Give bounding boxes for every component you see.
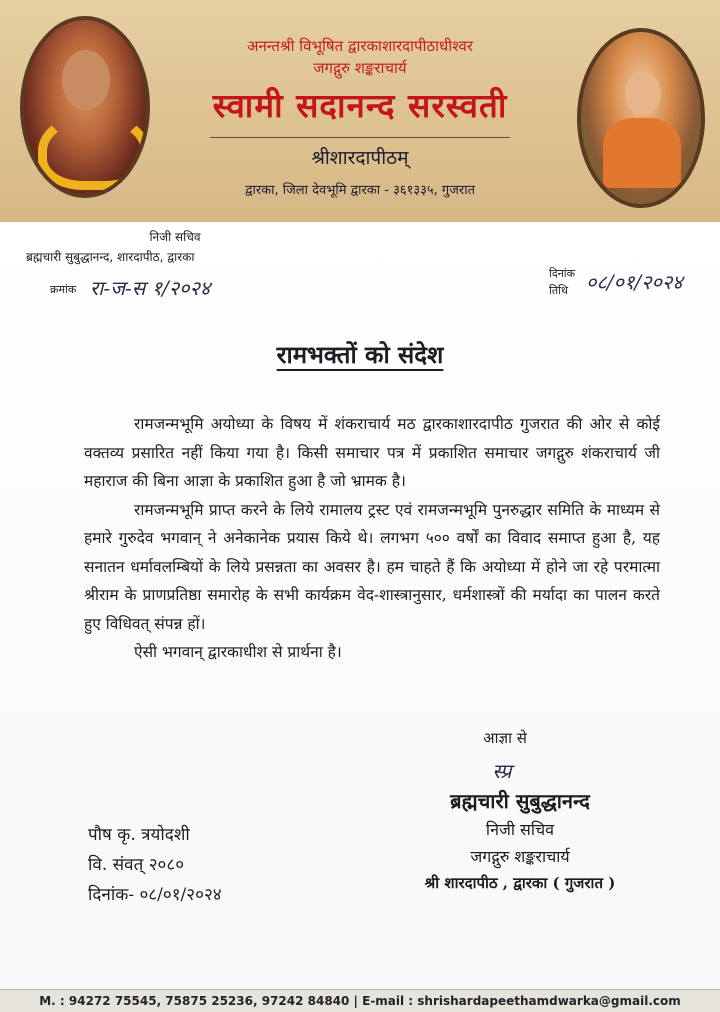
letter-date: दिनांक- ०८/०१/२०२४ <box>88 885 222 905</box>
portrait-face <box>62 50 110 110</box>
shankaracharya-portrait <box>20 16 150 198</box>
signatory-place: श्री शारदापीठ , द्वारका ( गुजरात ) <box>424 874 616 892</box>
by-order-text: आज्ञा से <box>483 729 527 747</box>
letterhead-name: स्वामी सदानन्द सरस्वती <box>212 86 508 125</box>
paush-tithi: पौष कृ. त्रयोदशी <box>88 825 190 845</box>
body-paragraph: ऐसी भगवान् द्वारकाधीश से प्रार्थना है। <box>134 643 342 661</box>
saffron-robe <box>603 118 681 188</box>
contact-footer: M. : 94272 75545, 75875 25236, 97242 84840 | E-mail : shrishardapeethamdwarka@gmail.com <box>0 989 720 1012</box>
tithi-label: तिथि <box>549 284 568 297</box>
reference-number-label: क्रमांक <box>50 283 77 296</box>
signatory-title: जगद्गुरु शङ्कराचार्य <box>470 847 570 866</box>
signatory-role: निजी सचिव <box>485 820 555 839</box>
vikram-samvat: वि. संवत् २०८० <box>88 855 185 875</box>
portrait-face <box>625 72 661 116</box>
letterhead <box>0 0 720 222</box>
sender-title: निजी सचिव <box>149 230 201 244</box>
letterhead-peeth: श्रीशारदापीठम् <box>311 147 409 169</box>
date-label: दिनांक <box>549 267 576 280</box>
marigold-garland <box>38 112 150 190</box>
letterhead-title-line1: अनन्तश्री विभूषित द्वारकाशारदापीठाधीश्वर <box>247 37 473 55</box>
reference-number-value: रा-ज-स १/२०२४ <box>90 276 211 300</box>
adi-shankara-portrait <box>577 28 705 208</box>
handwritten-signature: स्प्र <box>492 759 512 783</box>
signatory-name: ब्रह्मचारी सुबुद्धानन्द <box>450 789 590 813</box>
body-paragraph: रामजन्मभूमि अयोध्या के विषय में शंकराचार्य मठ द्वारकाशारदापीठ गुजरात की ओर से कोई वक्तव्य प्रसारित नहीं किया गया है। किसी समाचार पत्र में प्रकाशित समाचार जगद्गुरु शंकराचार्य जी महाराज की बिना आज्ञा के प्रकाशित हुआ है जो भ्रामक है। <box>84 415 660 490</box>
letterhead-title-line2: जगद्गुरु शङ्कराचार्य <box>313 59 407 77</box>
letterhead-address: द्वारका, जिला देवभूमि द्वारका - ३६१३३५, गुजरात <box>245 183 475 198</box>
letter-body <box>84 410 660 667</box>
document-title <box>0 338 720 371</box>
letterhead-divider <box>210 137 510 138</box>
document-title-text: रामभक्तों को संदेश <box>276 340 444 369</box>
body-paragraph: रामजन्मभूमि प्राप्त करने के लिये रामालय ट्रस्ट एवं रामजन्मभूमि पुनरुद्धार समिति के माध्यम से हमारे गुरुदेव भगवान् ने अनेकानेक प्रयास किये थे। लगभग ५०० वर्षों का विवाद समाप्त हुआ है, यह सनातन धर्मावलम्बियों के लिये प्रसन्नता का अवसर है। हम चाहते हैं कि अयोध्या में होने जा रहे परमात्मा श्रीराम के प्राणप्रतिष्ठा समारोह के सभी कार्यक्रम वेद-शास्त्रानुसार, धर्मशास्त्रों की मर्यादा का पालन करते हुए विधिवत् संपन्न हों। <box>84 500 660 633</box>
sender-name: ब्रह्मचारी सुबुद्धानन्द, शारदापीठ, द्वारका <box>26 250 195 264</box>
date-value: ०८/०१/२०२४ <box>586 270 683 294</box>
